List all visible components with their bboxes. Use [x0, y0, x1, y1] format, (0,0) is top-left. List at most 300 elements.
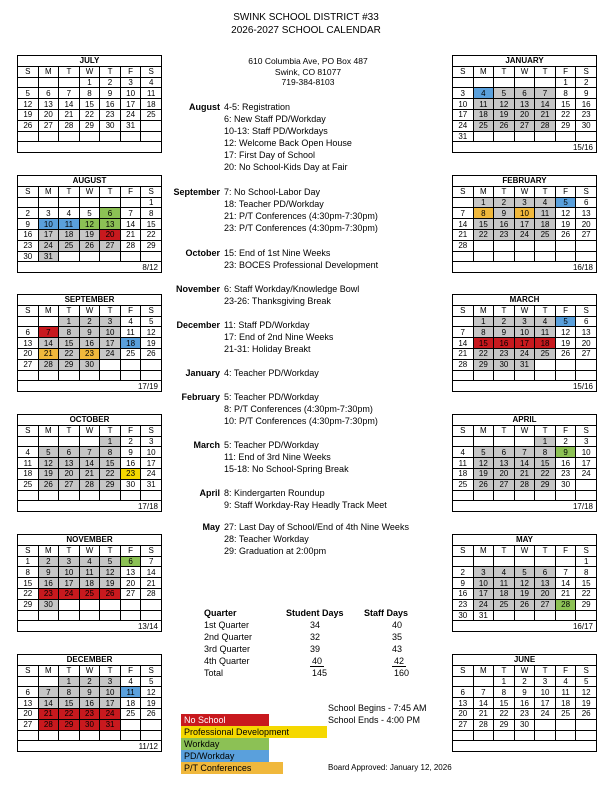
day-cell: 23	[514, 708, 535, 719]
day-cell: 14	[535, 99, 556, 110]
day-cell: 16	[555, 458, 576, 469]
day-cell: 29	[59, 359, 80, 370]
weekday-label: S	[576, 66, 597, 77]
day-cell: 19	[514, 588, 535, 599]
day-cell	[473, 77, 494, 88]
day-cell	[59, 197, 80, 208]
day-cell: 5	[141, 316, 162, 327]
event-month-january: January	[185, 368, 220, 378]
weekday-label: T	[494, 425, 515, 436]
day-cell: 8	[555, 88, 576, 99]
week-row	[453, 219, 597, 230]
quarter-label: 3rd Quarter	[204, 644, 251, 654]
day-cell: 11	[120, 687, 141, 698]
week-row	[453, 468, 597, 479]
student-days: 39	[310, 644, 321, 654]
day-cell: 24	[514, 348, 535, 359]
day-cell	[141, 610, 162, 621]
week-row	[18, 99, 162, 110]
day-cell: 3	[38, 208, 59, 219]
day-cell	[100, 610, 121, 621]
day-cell: 26	[100, 588, 121, 599]
weekday-label: T	[100, 425, 121, 436]
day-cell	[473, 251, 494, 262]
day-cell: 30	[100, 120, 121, 131]
day-cell: 20	[576, 219, 597, 230]
day-cell: 5	[514, 567, 535, 578]
day-cell	[453, 676, 474, 687]
weekday-label: S	[141, 66, 162, 77]
weekday-label: S	[576, 305, 597, 316]
day-cell: 4	[59, 208, 80, 219]
day-cell: 24	[120, 109, 141, 120]
day-cell: 7	[473, 687, 494, 698]
day-cell	[100, 131, 121, 142]
weekday-label: S	[18, 545, 39, 556]
day-cell	[18, 436, 39, 447]
quarter-label: 2nd Quarter	[204, 632, 253, 642]
day-cell	[576, 251, 597, 262]
weekday-label: T	[535, 66, 556, 77]
week-row	[18, 109, 162, 120]
staff-days: 40	[392, 620, 403, 630]
day-cell: 10	[535, 687, 556, 698]
week-row	[453, 698, 597, 709]
day-cell: 18	[59, 229, 80, 240]
weekday-label: M	[38, 66, 59, 77]
day-cell: 9	[576, 88, 597, 99]
day-cell	[555, 730, 576, 741]
day-cell: 23	[555, 468, 576, 479]
event-item: 6: Staff Workday/Knowledge Bowl	[224, 284, 360, 294]
day-cell: 24	[535, 708, 556, 719]
day-cell	[453, 730, 474, 741]
day-cell: 15	[59, 338, 80, 349]
day-cell: 14	[453, 219, 474, 230]
day-cell: 24	[100, 348, 121, 359]
day-cell: 7	[38, 687, 59, 698]
day-cell: 5	[473, 447, 494, 458]
day-cell: 21	[59, 109, 80, 120]
day-cell: 6	[18, 687, 39, 698]
district-address	[168, 56, 448, 88]
day-cell	[453, 251, 474, 262]
month-day-count: 15/16	[453, 142, 597, 153]
event-item: 18: Teacher PD/Workday	[224, 199, 324, 209]
day-cell: 10	[100, 327, 121, 338]
day-cell: 2	[38, 556, 59, 567]
day-cell	[494, 730, 515, 741]
day-cell	[59, 370, 80, 381]
day-cell: 20	[18, 348, 39, 359]
week-row	[18, 348, 162, 359]
month-title: JULY	[18, 56, 162, 67]
event-item: 4-5: Registration	[224, 102, 291, 112]
day-cell: 24	[514, 229, 535, 240]
day-cell	[120, 599, 141, 610]
day-cell: 26	[555, 229, 576, 240]
weekday-header	[18, 425, 162, 436]
month-title: JANUARY	[453, 56, 597, 67]
day-cell: 13	[576, 327, 597, 338]
week-row	[453, 567, 597, 578]
weekday-label: M	[38, 545, 59, 556]
month-title: SEPTEMBER	[18, 295, 162, 306]
day-cell	[576, 479, 597, 490]
week-row	[453, 676, 597, 687]
staff-days-header: Staff Days	[364, 607, 409, 618]
total-label: Total	[204, 668, 224, 678]
day-cell	[576, 240, 597, 251]
day-cell: 25	[494, 599, 515, 610]
day-cell	[38, 730, 59, 741]
day-cell	[59, 77, 80, 88]
day-cell	[555, 240, 576, 251]
weekday-label: F	[555, 545, 576, 556]
day-cell: 17	[59, 578, 80, 589]
day-cell	[38, 197, 59, 208]
day-cell: 17	[141, 458, 162, 469]
day-cell	[576, 359, 597, 370]
day-cell	[576, 719, 597, 730]
day-cell: 29	[79, 120, 100, 131]
day-cell: 5	[141, 676, 162, 687]
day-cell: 5	[555, 316, 576, 327]
day-cell: 9	[79, 327, 100, 338]
day-cell: 24	[38, 240, 59, 251]
day-cell: 15	[18, 578, 39, 589]
day-cell: 16	[18, 229, 39, 240]
day-cell: 20	[576, 338, 597, 349]
day-cell: 11	[141, 88, 162, 99]
day-cell: 10	[141, 447, 162, 458]
day-cell	[514, 490, 535, 501]
day-cell: 2	[18, 208, 39, 219]
day-cell: 9	[38, 567, 59, 578]
board-approved-date: Board Approved: January 12, 2026	[328, 763, 452, 772]
calendar-september	[17, 294, 162, 392]
staff-days: 42	[394, 656, 405, 666]
day-cell: 2	[576, 77, 597, 88]
day-cell: 13	[18, 338, 39, 349]
day-cell: 27	[18, 719, 39, 730]
day-cell: 12	[576, 687, 597, 698]
day-cell	[473, 730, 494, 741]
day-cell: 21	[535, 109, 556, 120]
day-cell: 12	[494, 99, 515, 110]
weekday-label: T	[59, 665, 80, 676]
event-item: 12: Welcome Back Open House	[224, 138, 352, 148]
day-cell: 2	[514, 676, 535, 687]
day-cell: 15	[535, 458, 556, 469]
day-cell: 12	[514, 578, 535, 589]
week-row	[453, 479, 597, 490]
day-cell: 12	[473, 458, 494, 469]
day-cell: 3	[120, 77, 141, 88]
day-cell: 8	[100, 447, 121, 458]
event-item: 27: Last Day of School/End of 4th Nine Weeks	[224, 522, 409, 532]
day-cell	[141, 131, 162, 142]
weekday-header	[18, 305, 162, 316]
day-cell: 12	[79, 219, 100, 230]
day-cell	[576, 131, 597, 142]
day-cell: 11	[59, 219, 80, 230]
day-cell: 3	[100, 676, 121, 687]
day-cell: 27	[120, 588, 141, 599]
day-cell	[18, 676, 39, 687]
day-cell: 23	[120, 468, 141, 479]
day-cell: 24	[141, 468, 162, 479]
day-cell	[38, 610, 59, 621]
day-cell: 9	[494, 327, 515, 338]
day-cell: 26	[38, 479, 59, 490]
day-cell: 16	[576, 99, 597, 110]
day-cell: 19	[576, 698, 597, 709]
weekday-label: S	[18, 186, 39, 197]
month-title: MARCH	[453, 295, 597, 306]
day-cell: 11	[555, 687, 576, 698]
week-row	[18, 316, 162, 327]
day-cell: 30	[555, 479, 576, 490]
day-cell	[514, 610, 535, 621]
day-cell: 26	[141, 708, 162, 719]
day-cell: 27	[494, 479, 515, 490]
quarter-header: Quarter	[204, 607, 237, 618]
weekday-label: M	[473, 665, 494, 676]
day-cell: 6	[535, 567, 556, 578]
day-cell	[38, 77, 59, 88]
event-item: 4: Teacher PD/Workday	[224, 368, 319, 378]
day-cell: 27	[514, 120, 535, 131]
week-row	[453, 316, 597, 327]
calendar-february	[452, 175, 597, 273]
day-cell: 11	[453, 458, 474, 469]
weekday-label: S	[576, 186, 597, 197]
day-cell: 5	[555, 197, 576, 208]
day-cell: 7	[79, 447, 100, 458]
weekday-label: S	[453, 305, 474, 316]
weekday-label: M	[473, 186, 494, 197]
weekday-label: S	[141, 665, 162, 676]
day-cell: 13	[535, 578, 556, 589]
week-row	[453, 109, 597, 120]
week-row	[18, 327, 162, 338]
week-row	[453, 578, 597, 589]
day-cell: 5	[494, 88, 515, 99]
district-title: SWINK SCHOOL DISTRICT #33	[233, 12, 379, 23]
staff-days: 43	[392, 644, 403, 654]
quarter-days-table	[204, 606, 424, 679]
day-cell: 7	[535, 88, 556, 99]
day-cell: 5	[576, 676, 597, 687]
day-cell: 27	[576, 348, 597, 359]
day-cell: 23	[453, 599, 474, 610]
weekday-label: F	[555, 186, 576, 197]
day-cell	[453, 556, 474, 567]
day-cell: 6	[576, 197, 597, 208]
weekday-label: W	[79, 186, 100, 197]
day-cell: 28	[38, 719, 59, 730]
weekday-label: F	[120, 186, 141, 197]
day-cell: 11	[79, 567, 100, 578]
day-cell	[535, 719, 556, 730]
day-cell: 29	[18, 599, 39, 610]
day-cell: 28	[453, 240, 474, 251]
day-cell: 28	[38, 359, 59, 370]
day-cell	[535, 359, 556, 370]
day-cell: 22	[59, 708, 80, 719]
day-cell: 31	[453, 131, 474, 142]
day-cell	[453, 197, 474, 208]
day-cell	[494, 556, 515, 567]
month-title: DECEMBER	[18, 655, 162, 666]
weekday-label: M	[38, 425, 59, 436]
week-row	[18, 479, 162, 490]
weekday-label: T	[59, 66, 80, 77]
day-cell: 9	[453, 578, 474, 589]
month-day-count: 17/18	[453, 501, 597, 512]
quarter-row	[204, 619, 424, 631]
day-cell	[494, 131, 515, 142]
day-cell: 17	[535, 698, 556, 709]
day-cell: 8	[473, 208, 494, 219]
weekday-label: S	[576, 545, 597, 556]
event-item: 11: End of 3rd Nine Weeks	[224, 452, 331, 462]
day-cell: 25	[59, 240, 80, 251]
day-cell: 8	[473, 327, 494, 338]
weekday-label: S	[18, 66, 39, 77]
day-cell: 3	[141, 436, 162, 447]
week-row	[18, 229, 162, 240]
day-cell	[494, 370, 515, 381]
day-cell: 17	[576, 458, 597, 469]
day-cell	[535, 610, 556, 621]
day-cell: 14	[555, 578, 576, 589]
day-cell: 28	[514, 479, 535, 490]
day-cell	[535, 556, 556, 567]
quarter-label: 1st Quarter	[204, 620, 250, 630]
day-cell: 26	[473, 479, 494, 490]
day-cell	[59, 251, 80, 262]
weekday-label: T	[59, 425, 80, 436]
day-cell: 7	[59, 88, 80, 99]
week-row	[18, 567, 162, 578]
day-cell: 28	[535, 120, 556, 131]
week-row	[453, 197, 597, 208]
day-cell	[453, 436, 474, 447]
week-row	[18, 730, 162, 741]
weekday-label: T	[100, 186, 121, 197]
day-cell	[120, 730, 141, 741]
day-cell: 7	[453, 327, 474, 338]
day-cell: 20	[59, 468, 80, 479]
day-cell: 3	[514, 197, 535, 208]
month-day-count: 13/14	[18, 621, 162, 632]
day-cell: 24	[473, 599, 494, 610]
week-row	[453, 490, 597, 501]
day-cell: 3	[535, 676, 556, 687]
week-row	[18, 588, 162, 599]
address-line2: Swink, CO 81077	[274, 66, 342, 77]
day-cell: 21	[473, 708, 494, 719]
calendar-april	[452, 414, 597, 512]
weekday-label: M	[38, 186, 59, 197]
week-row	[453, 708, 597, 719]
day-cell	[473, 556, 494, 567]
week-row	[453, 327, 597, 338]
legend-item: Professional Development	[181, 726, 327, 738]
week-row	[453, 599, 597, 610]
event-month-december: December	[176, 320, 220, 330]
day-cell: 8	[79, 88, 100, 99]
day-cell: 12	[141, 687, 162, 698]
weekday-label: W	[79, 425, 100, 436]
day-cell: 25	[473, 120, 494, 131]
event-item: 23: P/T Conferences (4:30pm-7:30pm)	[224, 223, 378, 233]
day-cell	[473, 131, 494, 142]
event-month-october: October	[185, 248, 220, 258]
week-row	[453, 240, 597, 251]
day-cell: 13	[453, 698, 474, 709]
day-cell: 10	[514, 208, 535, 219]
day-cell: 12	[555, 208, 576, 219]
day-cell: 1	[79, 77, 100, 88]
weekday-label: M	[473, 305, 494, 316]
day-cell	[514, 556, 535, 567]
weekday-label: M	[473, 425, 494, 436]
day-cell: 2	[120, 436, 141, 447]
day-cell	[18, 131, 39, 142]
week-row	[18, 578, 162, 589]
weekday-label: M	[38, 305, 59, 316]
day-cell: 16	[514, 698, 535, 709]
week-row	[18, 698, 162, 709]
week-row	[18, 458, 162, 469]
quarter-label: 4th Quarter	[204, 656, 250, 666]
week-row	[453, 359, 597, 370]
day-cell: 16	[453, 588, 474, 599]
week-row	[18, 88, 162, 99]
day-cell	[79, 490, 100, 501]
event-item: 9: Staff Workday-Ray Headly Track Meet	[224, 500, 387, 510]
day-cell: 26	[514, 599, 535, 610]
day-cell: 16	[120, 458, 141, 469]
day-cell	[514, 240, 535, 251]
weekday-label: T	[494, 665, 515, 676]
day-cell: 13	[100, 219, 121, 230]
day-cell: 26	[494, 120, 515, 131]
day-cell: 23	[79, 348, 100, 359]
week-row	[18, 120, 162, 131]
weekday-label: F	[555, 665, 576, 676]
day-cell: 9	[18, 219, 39, 230]
day-cell: 12	[100, 567, 121, 578]
day-cell	[79, 197, 100, 208]
day-cell: 9	[79, 687, 100, 698]
day-cell	[535, 131, 556, 142]
day-cell	[555, 370, 576, 381]
student-days-header: Student Days	[286, 607, 344, 618]
day-cell	[59, 599, 80, 610]
day-cell: 10	[514, 327, 535, 338]
month-title: APRIL	[453, 415, 597, 426]
day-cell: 23	[494, 348, 515, 359]
day-cell: 7	[141, 556, 162, 567]
day-cell	[555, 610, 576, 621]
weekday-label: T	[494, 305, 515, 316]
day-cell: 1	[473, 197, 494, 208]
event-item: 5: Teacher PD/Workday	[224, 392, 319, 402]
